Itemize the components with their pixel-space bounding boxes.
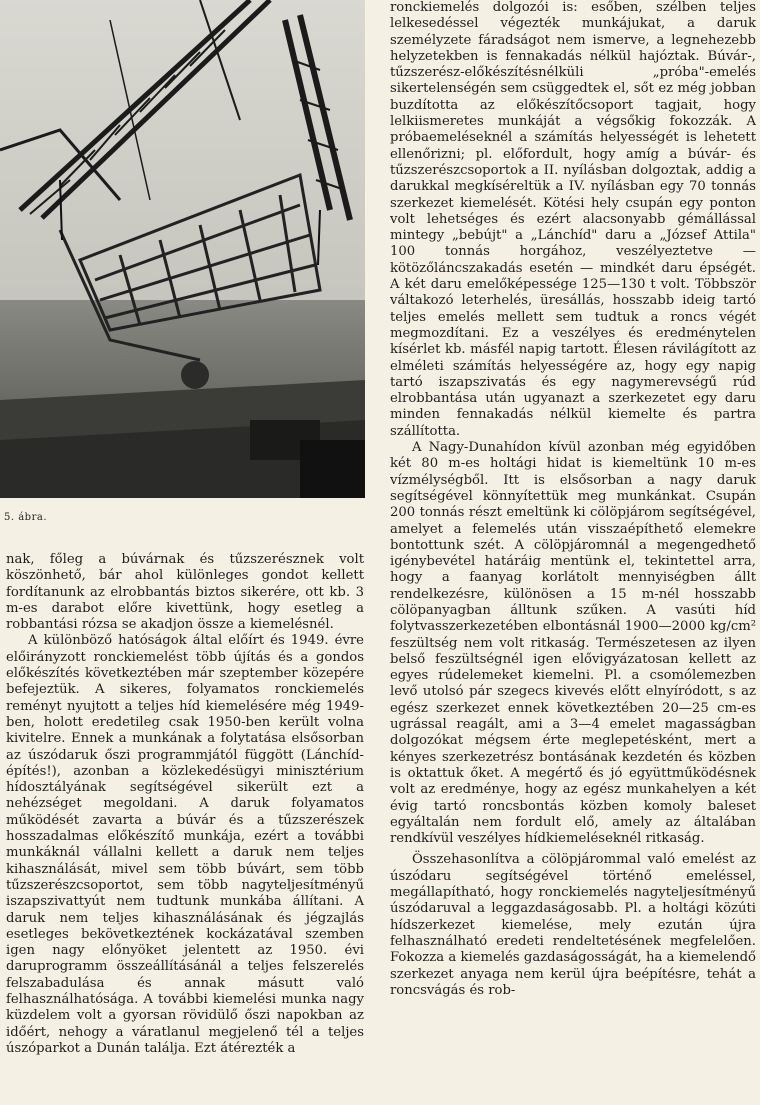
paragraph: nak, főleg a búvárnak és tűzszerésznek volt köszönhető, bár ahol különleges gondot kellett fordítanunk az elrobbantás biztos sikerére, ott kb. 3 m-es darabot előre kivettünk, hogy esetleg a robbantási rózsa se akadjon össze a kiemelésnél. — [6, 552, 364, 633]
paragraph: Összehasonlítva a cölöpjárommal való emelést az úszódaru segítségével történő emeléssel, megállapítható, hogy ronckiemelés nagyteljesítményű úszódaruval a leggazdaságosabb. Pl. a holtági közúti hídszerkezet kiemelése, mely ezután újra felhasználható eredeti rendeltetésének megfelelően. Fokozza a kiemelés gazdaságosságát, ha a kiemelendő szerkezet anyaga nem kerül újra beépítésre, tehát a roncsvágás és rob- — [390, 852, 756, 998]
paragraph: ronckiemelés dolgozói is: esőben, szélben teljes lelkesedéssel végezték munkájukat, a daruk személyzete fáradságot nem ismerve, a legnehezebb helyzetekben is fennakadás nélkül hajóztak. Búvár-, tűzszerész-előkészítésnélküli „próba"-emelés sikertelenségén sem csüggedtek el, sőt ez még jobban buzdította az előkészítőcsoport tagjait, hogy lelkiismeretes munkáját a végsőkig fokozzák. A próbaemeléseknél a számítás helyességét is lehetett ellenőrizni; pl. előfordult, hogy amíg a búvár- és tűzszerészcsoportok a II. nyílásban dolgoztak, addig a darukkal megkíséreltük a IV. nyílásban egy 70 tonnás szerkezet kiemelését. Kötési hely csupán egy ponton volt lehetséges és ezért alacsonyabb gémállással mintegy „bebújt" a „Lánchíd" daru a „József Attila" 100 tonnás horgához, veszélyeztetve — kötözőláncszakadás esetén — mindkét daru épségét. A két daru emelőképessége 125—130 t volt. Többször váltakozó leterhelés, üresállás, hosszabb ideig tartó teljes emelés mellett sem tudtuk a roncs végét megmozdítani. Ez a veszélyes és eredménytelen kísérlet kb. másfél napig tartott. Élesen rávilágított az elméleti számítás helyességére az, hogy egy napig tartó iszapszivatás és egy nagymerevségű rúd elrobbantása után ugyanazt a szerkezetet egy daru minden fennakadás nélkül kiemelte és partra szállította. — [390, 0, 756, 439]
left-text-column — [6, 552, 364, 1057]
paragraph: A Nagy-Dunahídon kívül azonban még egyidőben két 80 m-es holtági hidat is kiemeltünk 10 m-es vízmélységből. Itt is elsősorban a nagy daruk segítségével könnyítettük meg munkánkat. Csupán 200 tonnás részt emeltünk ki cölöpjárom segítségével, amelyet a felemelés után visszaépíthető elemekre bontottunk szét. A cölöpjáromnál a megengedhető igénybevétel határáig mentünk el, tekintettel arra, hogy a faanyag korlátolt mennyiségben állt rendelkezésre, különösen a 15 m-nél hosszabb cölöpanyagban álltunk szűken. A vasúti híd folytvasszerkezetében elbontásnál 1900—2000 kg/cm² feszültség nem volt ritkaság. Természetesen az ilyen belső feszültségnél igen elővigyázatosan kellett az egyes rúdelemeket kiemelni. Pl. a csomólemezben levő utolsó pár szegecs kivevés előtt elnyíródott, s az egész szerkezet ennek következtében 20—25 cm-es ugrással reagált, ami a 3—4 emelet magasságban dolgozókat mégsem érte meglepetésként, mert a kényes szerkezetrész bontásának kezdetén és közben is oktattuk őket. A megértő és jó együttműködésnek volt az eredménye, hogy az egész munkahelyen a két évig tartó roncsbontás közben komoly baleset egyáltalán nem fordult elő, amely az általában rendkívül veszélyes hídkiemeléseknél ritkaság. — [390, 440, 756, 847]
right-text-column — [390, 0, 756, 999]
figure-caption: 5. ábra. — [4, 512, 48, 523]
paragraph: A különböző hatóságok által előírt és 1949. évre előirányzott ronckiemelést több újítás és a gondos előkészítés következtében már szeptember közepére befejeztük. A sikeres, folyamatos ronckiemelés reményt nyujtott a teljes híd kiemelésére még 1949-ben, holott eredetileg csak 1950-ben került volna kivitelre. Ennek a munkának a folytatása elsősorban az úszódaruk őszi programmjától függött (Lánchíd-építés!), azonban a közlekedésügyi minisztérium hídosztályának segítségével sikerült ezt a nehézséget megoldani. A daruk folyamatos működését zavarta a búvár és a tűzszerészek hosszadalmas előkészítő munkája, ezért a további munkáknál vállalni kellett a daruk nem teljes kihasználását, mivel sem több búvárt, sem több tűzszerészcsoportot, sem több nagyteljesítményű iszapszivattyút nem tudtunk munkába állítani. A daruk nem teljes kihasználásának és jégzajlás esetleges bekövetkeztének kockázatával szemben igen nagy előnyöket jelentett az 1950. évi daruprogramm összeállításánál a teljes felszerelés felszabadulása és annak másutt való felhasználhatósága. A további kiemelési munka nagy küzdelem volt a gyorsan rövidülő őszi napokban az időért, nehogy a váratlanul megjelenő tél a teljes úszóparkot a Dunán találja. Ezt átérezték a — [6, 633, 364, 1056]
crane-wreck-photo — [0, 0, 365, 498]
figure-photo — [0, 0, 365, 498]
